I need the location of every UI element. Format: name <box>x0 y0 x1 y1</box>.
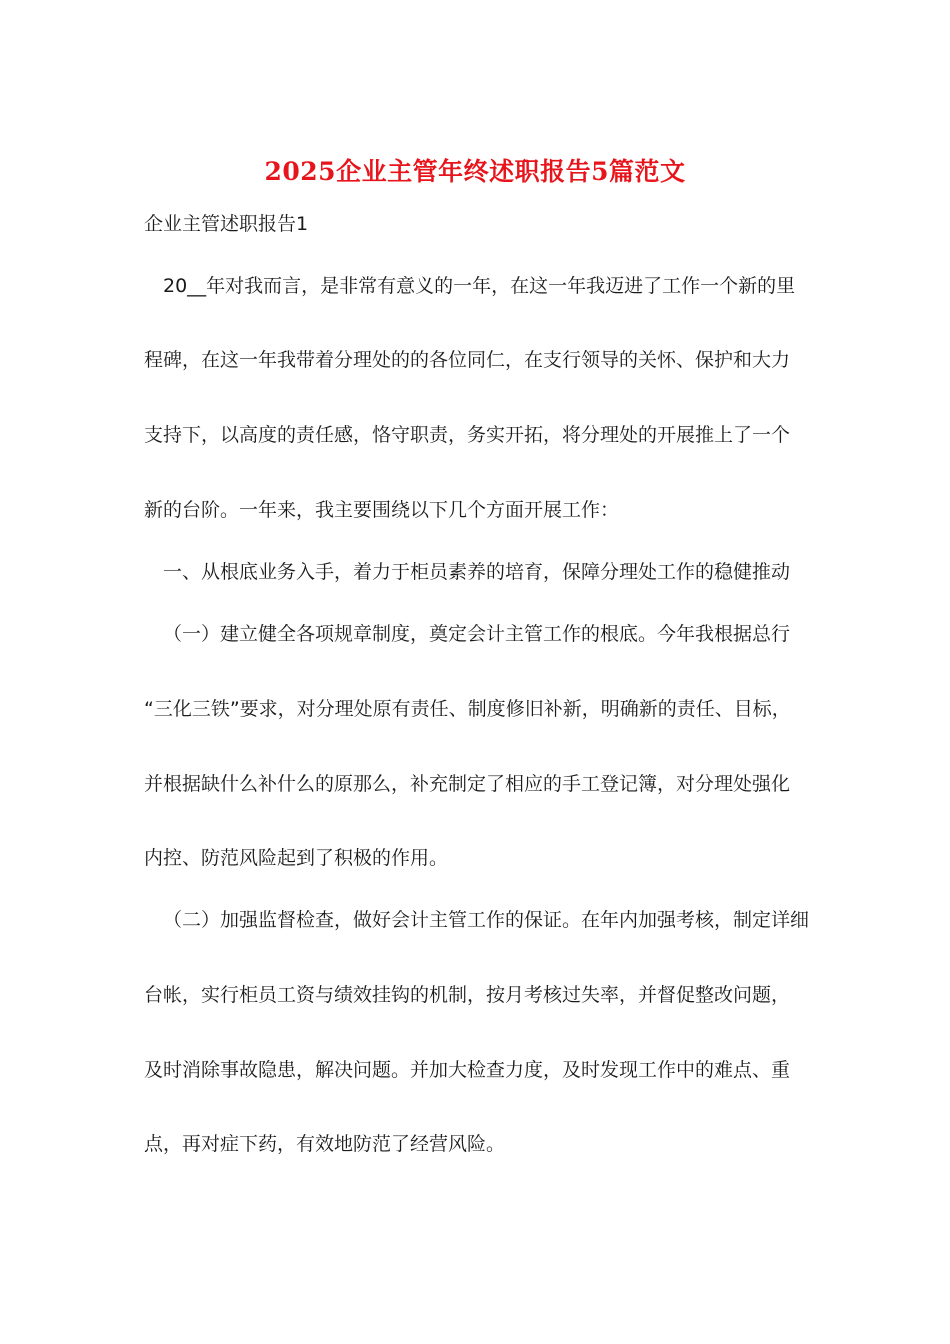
paragraph-line: （一）建立健全各项规章制度，奠定会计主管工作的根底。今年我根据总行 <box>163 623 791 645</box>
paragraph-line: （二）加强监督检查，做好会计主管工作的保证。在年内加强考核，制定详细 <box>163 909 810 931</box>
paragraph-line: 台帐，实行柜员工资与绩效挂钩的机制，按月考核过失率，并督促整改问题， <box>144 984 791 1006</box>
paragraph-line: 及时消除事故隐患，解决问题。并加大检查力度，及时发现工作中的难点、重 <box>144 1059 791 1081</box>
document-title: 2025企业主管年终述职报告5篇范文 <box>264 157 686 186</box>
paragraph-line: 程碑，在这一年我带着分理处的的各位同仁，在支行领导的关怀、保护和大力 <box>144 349 791 371</box>
subheading-line: 一、从根底业务入手，着力于柜员素养的培育，保障分理处工作的稳健推动 <box>163 561 791 583</box>
section-heading: 企业主管述职报告1 <box>144 213 309 235</box>
paragraph-line: 点，再对症下药，有效地防范了经营风险。 <box>144 1133 506 1155</box>
paragraph-line: “三化三铁”要求，对分理处原有责任、制度修旧补新，明确新的责任、目标， <box>144 698 791 720</box>
paragraph-line: 内控、防范风险起到了积极的作用。 <box>144 847 449 869</box>
paragraph-line: 新的台阶。一年来，我主要围绕以下几个方面开展工作： <box>144 499 620 521</box>
paragraph-line: 并根据缺什么补什么的原那么，补充制定了相应的手工登记簿，对分理处强化 <box>144 773 791 795</box>
paragraph-line: 20__年对我而言，是非常有意义的一年，在这一年我迈进了工作一个新的里 <box>163 275 796 297</box>
paragraph-line: 支持下，以高度的责任感，恪守职责，务实开拓，将分理处的开展推上了一个 <box>144 424 791 446</box>
